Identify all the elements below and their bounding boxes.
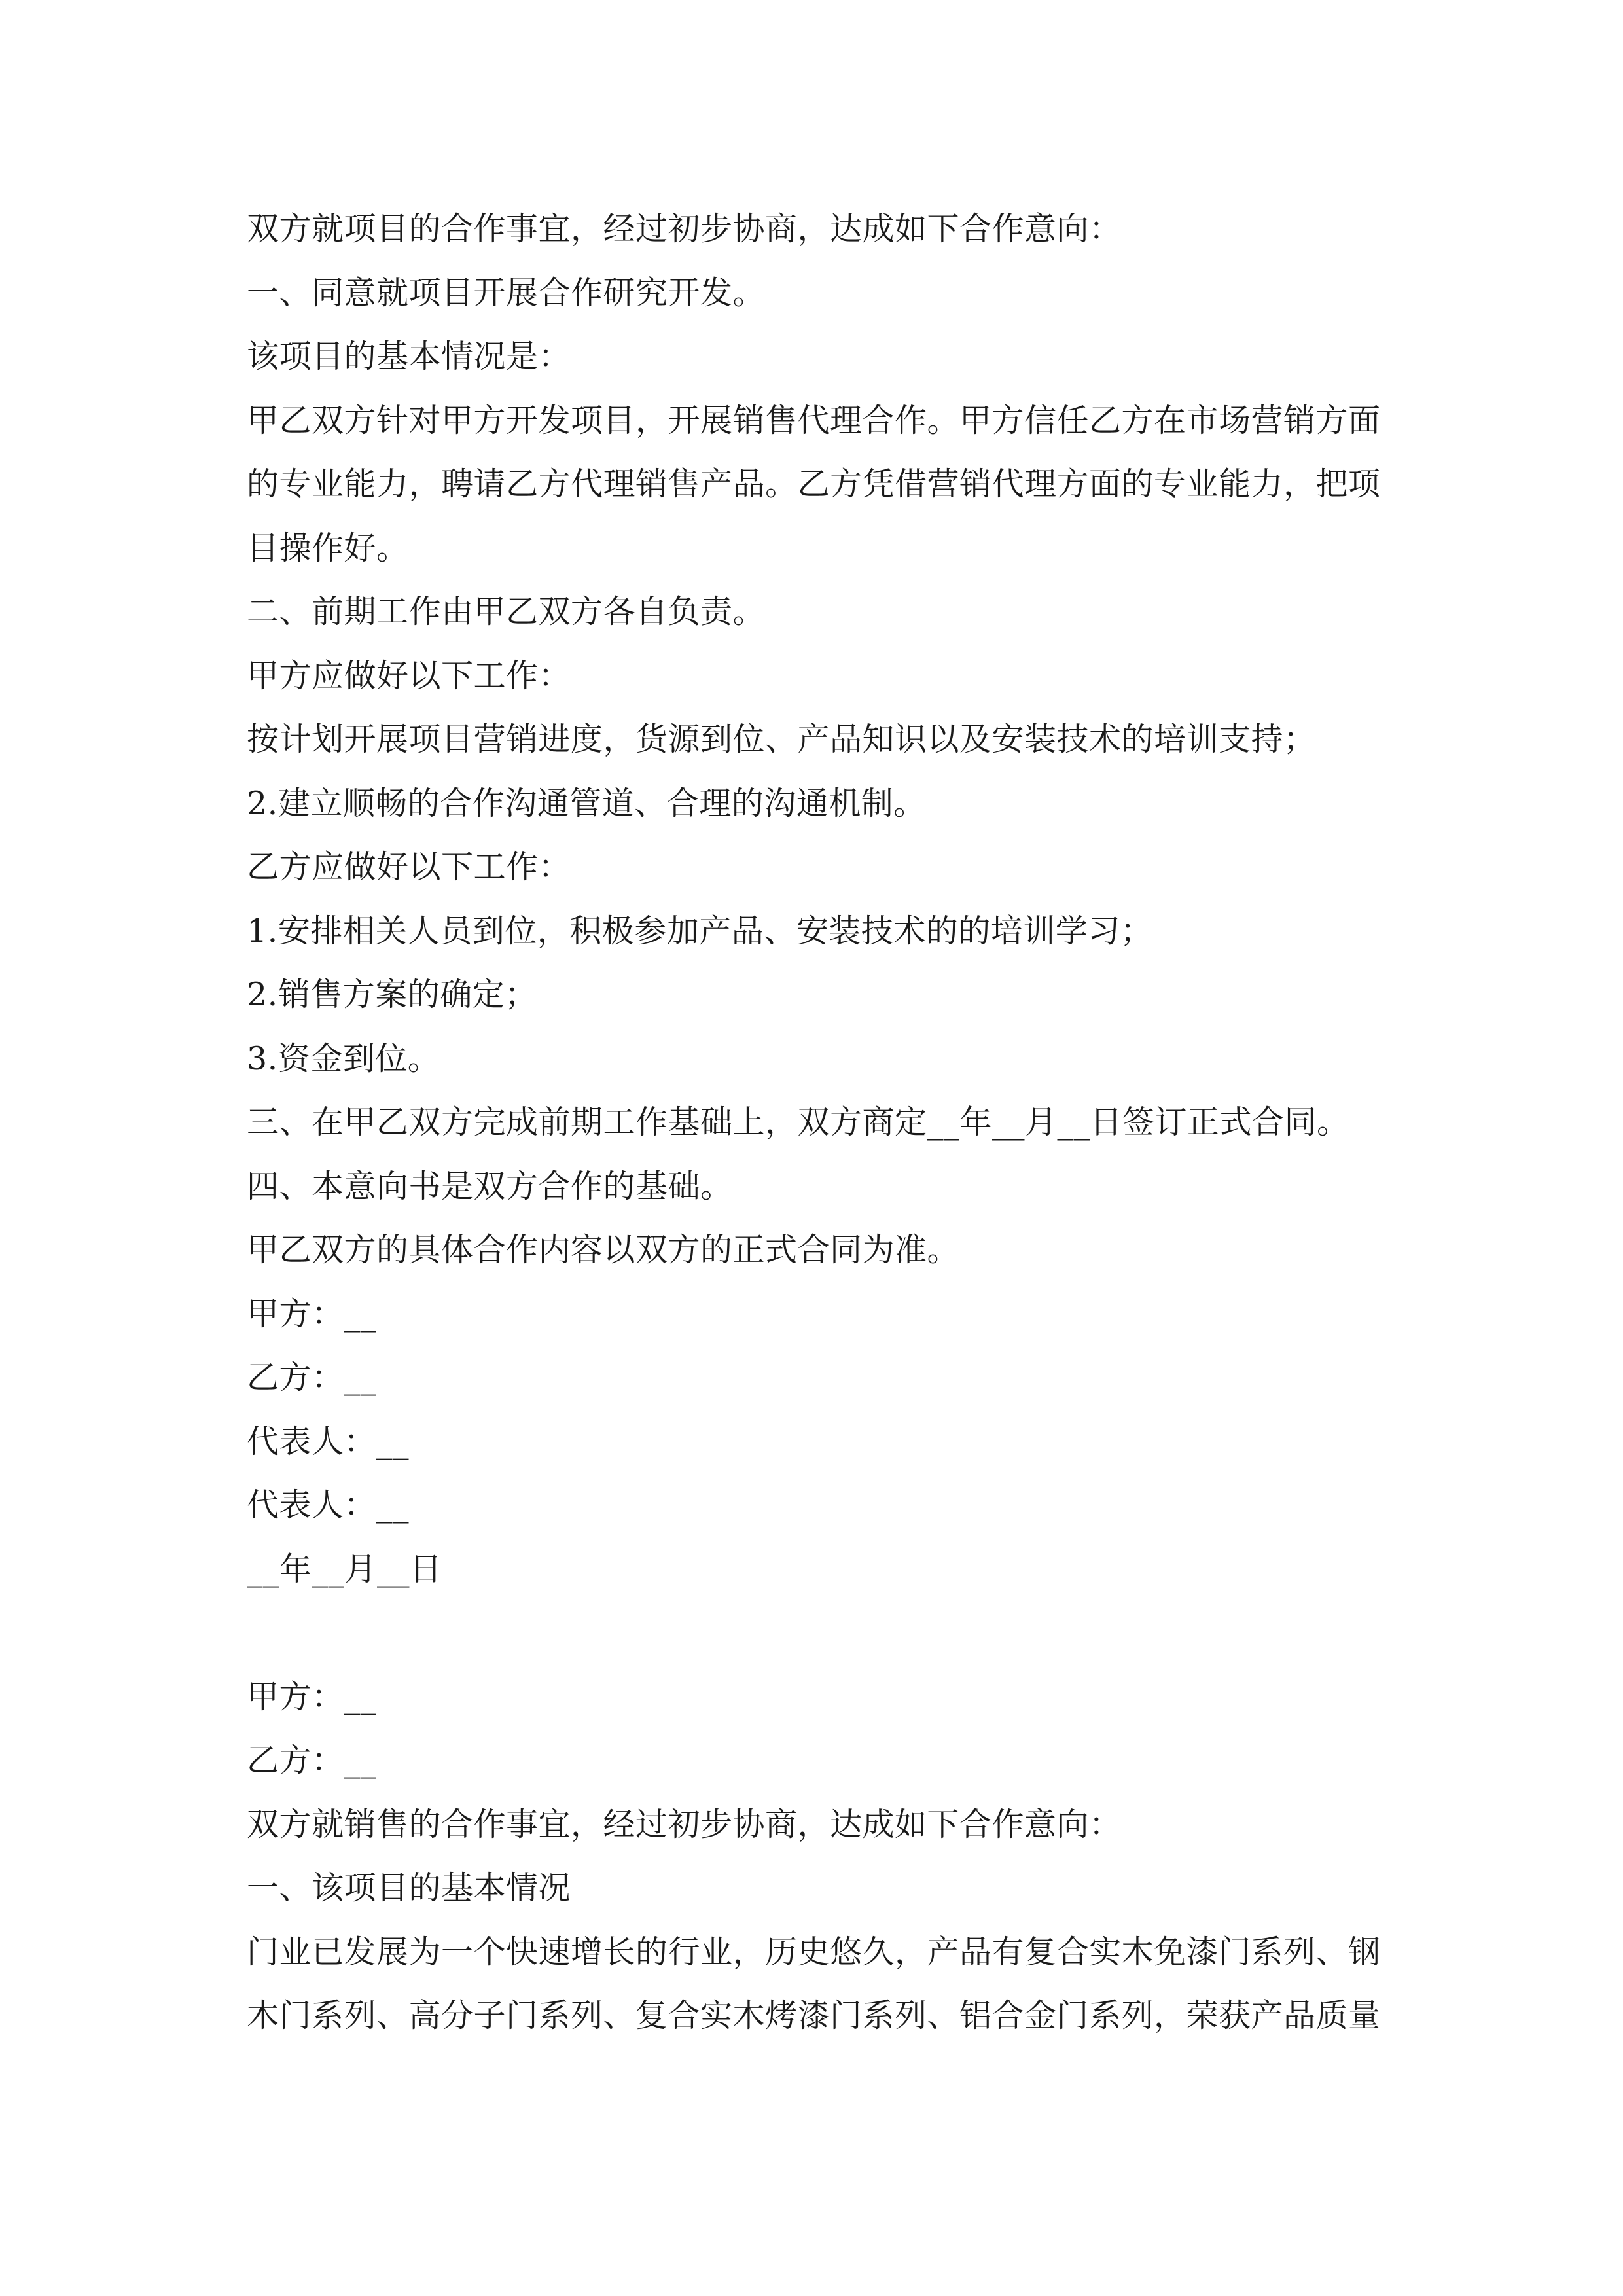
project-basics-label: 该项目的基本情况是： xyxy=(247,338,571,375)
party-b-duty-1: 1.安排相关人员到位，积极参加产品、安装技术的的培训学习； xyxy=(247,912,1153,950)
signature-party-a: 甲方：__ xyxy=(247,1295,377,1333)
section-one-heading: 一、同意就项目开展合作研究开发。 xyxy=(247,274,766,312)
party-b-duty-2: 2.销售方案的确定； xyxy=(247,976,537,1013)
signature-date: __年__月__日 xyxy=(247,1551,442,1588)
industry-desc-line-1: 门业已发展为一个快速增长的行业，历史悠久，产品有复合实木免漆门系列、钢 xyxy=(247,1933,1381,1971)
party-a-duty-1: 按计划开展项目营销进度，货源到位、产品知识以及安装技术的培训支持； xyxy=(247,721,1316,758)
signature-representative-2: 代表人：__ xyxy=(247,1486,410,1524)
section-three-heading: 三、在甲乙双方完成前期工作基础上，双方商定__年__月__日签订正式合同。 xyxy=(247,1103,1349,1141)
signature-representative-1: 代表人：__ xyxy=(247,1423,410,1460)
industry-desc-line-2: 木门系列、高分子门系列、复合实木烤漆门系列、铝合金门系列，荣获产品质量 xyxy=(247,1997,1381,2034)
party-a-duties-label: 甲方应做好以下工作： xyxy=(247,657,571,694)
project-desc-line-2: 的专业能力，聘请乙方代理销售产品。乙方凭借营销代理方面的专业能力，把项 xyxy=(247,465,1381,503)
second-section-one-heading: 一、该项目的基本情况 xyxy=(247,1869,571,1907)
party-b-duty-3: 3.资金到位。 xyxy=(247,1040,440,1077)
project-desc-line-1: 甲乙双方针对甲方开发项目，开展销售代理合作。甲方信任乙方在市场营销方面 xyxy=(247,402,1381,439)
second-party-a: 甲方：__ xyxy=(247,1678,377,1715)
intro-paragraph: 双方就项目的合作事宜，经过初步协商，达成如下合作意向： xyxy=(247,210,1122,247)
second-party-b: 乙方：__ xyxy=(247,1742,377,1779)
signature-party-b: 乙方：__ xyxy=(247,1359,377,1396)
section-four-text: 甲乙双方的具体合作内容以双方的正式合同为准。 xyxy=(247,1231,960,1268)
second-intro-paragraph: 双方就销售的合作事宜，经过初步协商，达成如下合作意向： xyxy=(247,1806,1122,1843)
party-b-duties-label: 乙方应做好以下工作： xyxy=(247,848,571,886)
project-desc-line-3: 目操作好。 xyxy=(247,529,409,567)
party-a-duty-2: 2.建立顺畅的合作沟通管道、合理的沟通机制。 xyxy=(247,785,926,822)
section-two-heading: 二、前期工作由甲乙双方各自负责。 xyxy=(247,593,766,630)
section-four-heading: 四、本意向书是双方合作的基础。 xyxy=(247,1168,733,1205)
